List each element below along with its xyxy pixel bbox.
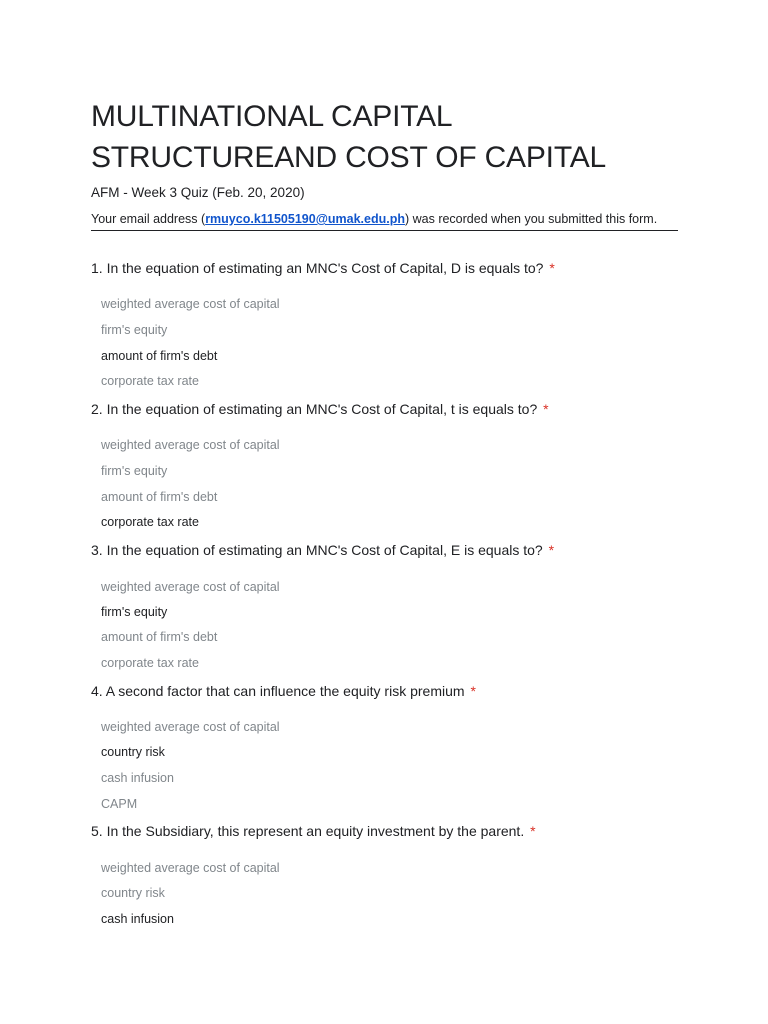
question-3-option-4[interactable]: corporate tax rate (101, 656, 199, 670)
question-4-option-3[interactable]: cash infusion (101, 771, 174, 785)
question-2-option-1[interactable]: weighted average cost of capital (101, 438, 280, 452)
page-title (91, 96, 691, 178)
question-2-option-3[interactable]: amount of firm's debt (101, 490, 218, 504)
question-1-option-3-selected[interactable]: amount of firm's debt (101, 349, 218, 363)
email-recorded-note (91, 212, 678, 231)
question-3-option-2-selected[interactable]: firm's equity (101, 605, 168, 619)
question-5-option-1[interactable]: weighted average cost of capital (101, 861, 280, 875)
question-4-option-4[interactable]: CAPM (101, 797, 138, 811)
question-1-option-4[interactable]: corporate tax rate (101, 374, 199, 388)
question-5 (91, 823, 691, 840)
question-5-option-3-selected[interactable]: cash infusion (101, 912, 174, 926)
question-1-option-1[interactable]: weighted average cost of capital (101, 297, 280, 311)
question-2-option-4-selected[interactable]: corporate tax rate (101, 515, 199, 529)
question-4-option-1[interactable]: weighted average cost of capital (101, 720, 280, 734)
page-title-line-2: STRUCTUREAND COST OF CAPITAL (91, 141, 607, 174)
required-asterisk: * (548, 542, 555, 558)
question-4-text: 4. A second factor that can influence the equity risk premium (91, 683, 465, 699)
page-title-line-1: MULTINATIONAL CAPITAL (91, 100, 453, 133)
email-note-suffix: ) was recorded when you submitted this form. (404, 212, 658, 226)
required-asterisk: * (549, 260, 555, 276)
question-1-option-2[interactable]: firm's equity (101, 323, 168, 337)
question-1 (91, 260, 691, 277)
question-1-text: 1. In the equation of estimating an MNC's Cost of Capital, D is equals to? (91, 260, 544, 276)
question-5-text: 5. In the Subsidiary, this represent an equity investment by the parent. (91, 823, 525, 839)
question-3-text: 3. In the equation of estimating an MNC's Cost of Capital, E is equals to? (91, 542, 543, 558)
question-4-option-2-selected[interactable]: country risk (101, 745, 165, 759)
question-4 (91, 683, 691, 700)
required-asterisk: * (470, 683, 476, 699)
question-2-text: 2. In the equation of estimating an MNC's Cost of Capital, t is equals to? (91, 401, 538, 417)
question-3-option-1[interactable]: weighted average cost of capital (101, 580, 280, 594)
email-link[interactable]: rmuyco.k11505190@umak.edu.ph (205, 212, 405, 226)
email-note-prefix: Your email address ( (91, 212, 206, 226)
required-asterisk: * (530, 823, 536, 839)
question-2-option-2[interactable]: firm's equity (101, 464, 168, 478)
question-3-option-3[interactable]: amount of firm's debt (101, 630, 218, 644)
question-5-option-2[interactable]: country risk (101, 886, 165, 900)
question-3 (91, 542, 691, 559)
quiz-subtitle: AFM - Week 3 Quiz (Feb. 20, 2020) (91, 185, 305, 200)
question-2 (91, 401, 691, 418)
required-asterisk: * (543, 401, 549, 417)
